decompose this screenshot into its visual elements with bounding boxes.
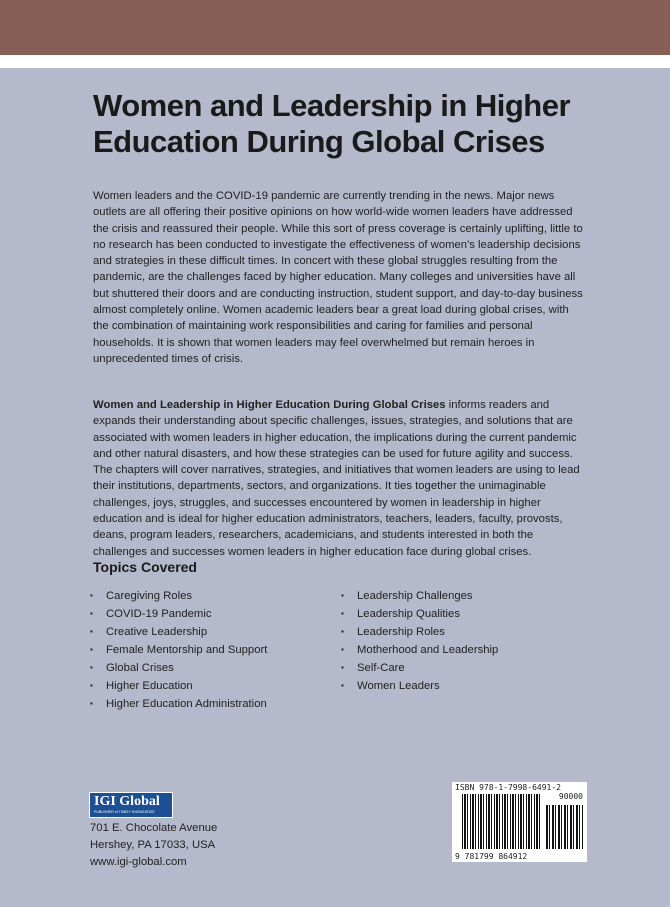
topic-item: ▪ Leadership Challenges <box>357 587 498 605</box>
topic-item: ▪ Leadership Qualities <box>357 605 498 623</box>
publisher-address <box>90 820 217 871</box>
topic-item: ▪ Global Crises <box>106 659 267 677</box>
logo-tagline: PUBLISHER of TIMELY KNOWLEDGE <box>94 810 155 814</box>
top-color-band <box>0 0 670 55</box>
summary-bold-title: Women and Leadership in Higher Education During Global Crises <box>93 399 446 411</box>
igi-global-logo <box>89 792 173 818</box>
topic-item: ▪ Higher Education Administration <box>106 695 267 713</box>
topic-item: ▪ COVID-19 Pandemic <box>106 605 267 623</box>
topic-item: ▪ Caregiving Roles <box>106 587 267 605</box>
summary-text: informs readers and expands their understanding about specific challenges, issues, strategies, and solutions that are associated with women leaders in higher education, the implications during the current pandemic and other natural disasters, and how these strategies can be used for future agility and success. The chapters will cover narratives, strategies, and initiatives that women leaders are using to lead their institutions, departments, sectors, and organizations. It ties together the unimaginable challenges, joys, struggles, and successes encountered by women in leadership in higher education and is ideal for higher education administrators, teachers, leaders, faculty, provosts, deans, program leaders, researchers, academicians, and students interested in both the challenges and successes women leaders in higher education face during global crises. <box>93 399 580 558</box>
logo-name: IGI Global <box>94 794 160 809</box>
publisher-website: www.igi-global.com <box>90 856 187 868</box>
topic-item: ▪ Self-Care <box>357 659 498 677</box>
white-stripe <box>0 55 670 68</box>
topic-item: ▪ Higher Education <box>106 677 267 695</box>
topic-item: ▪ Women Leaders <box>357 677 498 695</box>
topics-heading: Topics Covered <box>93 559 197 575</box>
price-code: 90000 <box>558 792 583 801</box>
price-barcode-bars <box>546 805 583 849</box>
barcode-number: 9 781799 864912 <box>455 852 528 861</box>
address-line-1: 701 E. Chocolate Avenue <box>90 822 218 834</box>
barcode-bars <box>462 794 540 849</box>
topic-item: ▪ Motherhood and Leadership <box>357 641 498 659</box>
topics-list-left <box>106 587 267 713</box>
description-paragraph: Women leaders and the COVID-19 pandemic are currently trending in the news. Major news outlets are all offering their positive opinions on how world-wide women leaders have addressed the crisis and reassured their people. While this sort of press coverage is certainly uplifting, little to no research has been conducted to investigate the effectiveness of women's leadership decisions and strategies in these difficult times. In concert with these global struggles resulting from the pandemic, are the challenges faced by higher education. Many colleges and universities have all but shuttered their doors and are conducting instruction, student support, and day-to-day business almost completely online. Women academic leaders bear a great load during global crises, with the combination of maintaining work responsibilities and caring for families and personal households. It is shown that women leaders may feel overwhelmed but remain heroes in unprecedented times of crisis. <box>93 190 583 365</box>
topic-item: ▪ Leadership Roles <box>357 623 498 641</box>
summary-paragraph <box>93 397 585 560</box>
book-title: Women and Leadership in Higher Education During Global Crises <box>93 88 571 159</box>
topic-item: ▪ Female Mentorship and Support <box>106 641 267 659</box>
isbn-text: ISBN 978-1-7998-6491-2 <box>455 783 561 792</box>
topics-list-right <box>357 587 498 695</box>
address-line-2: Hershey, PA 17033, USA <box>90 839 216 851</box>
isbn-barcode <box>452 782 587 862</box>
topic-item: ▪ Creative Leadership <box>106 623 267 641</box>
